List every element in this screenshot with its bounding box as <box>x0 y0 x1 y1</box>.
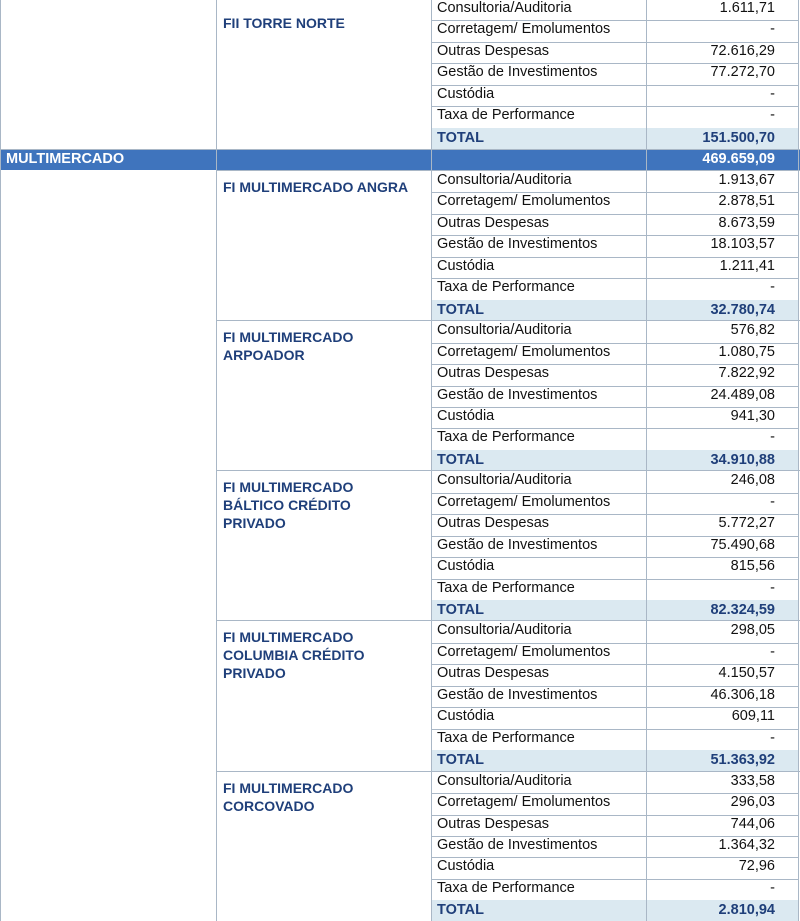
expense-label: Corretagem/ Emolumentos <box>437 21 611 38</box>
expense-value: 941,30 <box>730 407 775 424</box>
expense-value: 2.878,51 <box>718 193 775 210</box>
expense-value: 246,08 <box>730 472 775 489</box>
expense-value: - <box>770 85 775 102</box>
total-label: TOTAL <box>437 602 484 618</box>
expense-label: Consultoria/Auditoria <box>437 622 572 639</box>
expense-value: 18.103,57 <box>710 236 775 253</box>
fund-name: FI MULTIMERCADO BÁLTICO CRÉDITO PRIVADO <box>223 479 354 532</box>
expense-label: Corretagem/ Emolumentos <box>437 794 611 811</box>
fund-name: FI MULTIMERCADO CORCOVADO <box>223 779 354 814</box>
expense-value: - <box>770 493 775 510</box>
expense-value: 298,05 <box>730 622 775 639</box>
grid-line-value <box>646 0 647 921</box>
expense-value: 77.272,70 <box>710 64 775 81</box>
expense-value: 72,96 <box>738 858 775 875</box>
expense-label: Taxa de Performance <box>437 107 575 124</box>
expense-label: Gestão de Investimentos <box>437 686 598 703</box>
total-label: TOTAL <box>437 902 484 919</box>
section-divider <box>0 149 800 150</box>
total-label: TOTAL <box>437 752 484 769</box>
expense-label: Outras Despesas <box>437 214 550 231</box>
expense-label: Taxa de Performance <box>437 879 575 896</box>
expense-value: 576,82 <box>730 322 775 339</box>
expense-value: - <box>770 879 775 896</box>
expense-value: 72.616,29 <box>710 42 775 59</box>
expense-label: Gestão de Investimentos <box>437 386 598 403</box>
expense-label: Outras Despesas <box>437 515 550 532</box>
expense-value: 744,06 <box>730 815 775 832</box>
expense-label: Taxa de Performance <box>437 579 575 596</box>
expense-label: Custódia <box>437 858 495 875</box>
total-value: 32.780,74 <box>710 301 775 318</box>
total-label: TOTAL <box>437 129 484 146</box>
expense-value: 815,56 <box>730 558 775 575</box>
expense-label: Consultoria/Auditoria <box>437 322 572 339</box>
total-label: TOTAL <box>437 451 484 468</box>
expense-label: Custódia <box>437 558 495 575</box>
expense-label: Custódia <box>437 257 495 274</box>
expense-label: Gestão de Investimentos <box>437 536 598 553</box>
expense-label: Custódia <box>437 407 495 424</box>
expense-value: - <box>770 107 775 124</box>
total-label: TOTAL <box>437 301 484 318</box>
expense-label: Gestão de Investimentos <box>437 64 598 81</box>
expense-value: 8.673,59 <box>718 214 775 231</box>
expense-value: 1.080,75 <box>718 343 775 360</box>
grid-line-label <box>431 0 432 921</box>
expense-value: - <box>770 729 775 746</box>
expense-label: Consultoria/Auditoria <box>437 0 572 16</box>
expense-label: Outras Despesas <box>437 665 550 682</box>
fund-name: FI MULTIMERCADO COLUMBIA CRÉDITO PRIVADO <box>223 629 365 682</box>
expense-value: 1.611,71 <box>719 0 775 16</box>
expense-label: Corretagem/ Emolumentos <box>437 193 611 210</box>
expense-value: - <box>770 429 775 446</box>
expense-value: 1.913,67 <box>718 172 775 188</box>
expense-label: Corretagem/ Emolumentos <box>437 343 611 360</box>
expense-label: Corretagem/ Emolumentos <box>437 643 611 660</box>
expense-value: 1.364,32 <box>718 836 775 853</box>
expense-label: Corretagem/ Emolumentos <box>437 493 611 510</box>
expense-label: Gestão de Investimentos <box>437 236 598 253</box>
total-value: 82.324,59 <box>710 602 775 618</box>
fund-name: FII TORRE NORTE <box>223 15 345 31</box>
expense-value: 75.490,68 <box>710 536 775 553</box>
category-total: 469.659,09 <box>702 151 775 167</box>
expense-value: 609,11 <box>731 708 775 725</box>
expense-value: 5.772,27 <box>718 515 775 532</box>
grid-line-right <box>798 0 799 921</box>
expense-label: Consultoria/Auditoria <box>437 772 572 789</box>
expense-label: Taxa de Performance <box>437 279 575 296</box>
fund-name: FI MULTIMERCADO ANGRA <box>223 179 409 195</box>
expense-label: Taxa de Performance <box>437 729 575 746</box>
fund-name: FI MULTIMERCADO ARPOADOR <box>223 329 354 364</box>
expense-label: Gestão de Investimentos <box>437 836 598 853</box>
expense-value: - <box>770 579 775 596</box>
expense-label: Custódia <box>437 708 495 725</box>
expense-value: - <box>770 643 775 660</box>
expense-value: 24.489,08 <box>710 386 775 403</box>
expense-value: 46.306,18 <box>710 686 775 703</box>
expense-value: 4.150,57 <box>718 665 775 682</box>
expense-label: Outras Despesas <box>437 42 550 59</box>
expense-value: - <box>770 21 775 38</box>
expense-label: Consultoria/Auditoria <box>437 172 572 188</box>
expense-label: Outras Despesas <box>437 815 550 832</box>
expense-label: Custódia <box>437 85 495 102</box>
expense-value: 333,58 <box>730 772 775 789</box>
expense-label: Outras Despesas <box>437 365 550 382</box>
expense-label: Consultoria/Auditoria <box>437 472 572 489</box>
total-value: 151.500,70 <box>702 129 775 146</box>
grid-line-left <box>0 0 1 921</box>
expense-value: 1.211,41 <box>719 257 775 274</box>
expense-value: - <box>770 279 775 296</box>
expense-value: 7.822,92 <box>718 365 775 382</box>
expense-label: Taxa de Performance <box>437 429 575 446</box>
grid-line-fund <box>216 0 217 921</box>
total-value: 51.363,92 <box>710 752 775 769</box>
total-value: 2.810,94 <box>718 902 775 919</box>
expense-value: 296,03 <box>730 794 775 811</box>
category-label: MULTIMERCADO <box>6 151 125 167</box>
total-value: 34.910,88 <box>710 451 775 468</box>
